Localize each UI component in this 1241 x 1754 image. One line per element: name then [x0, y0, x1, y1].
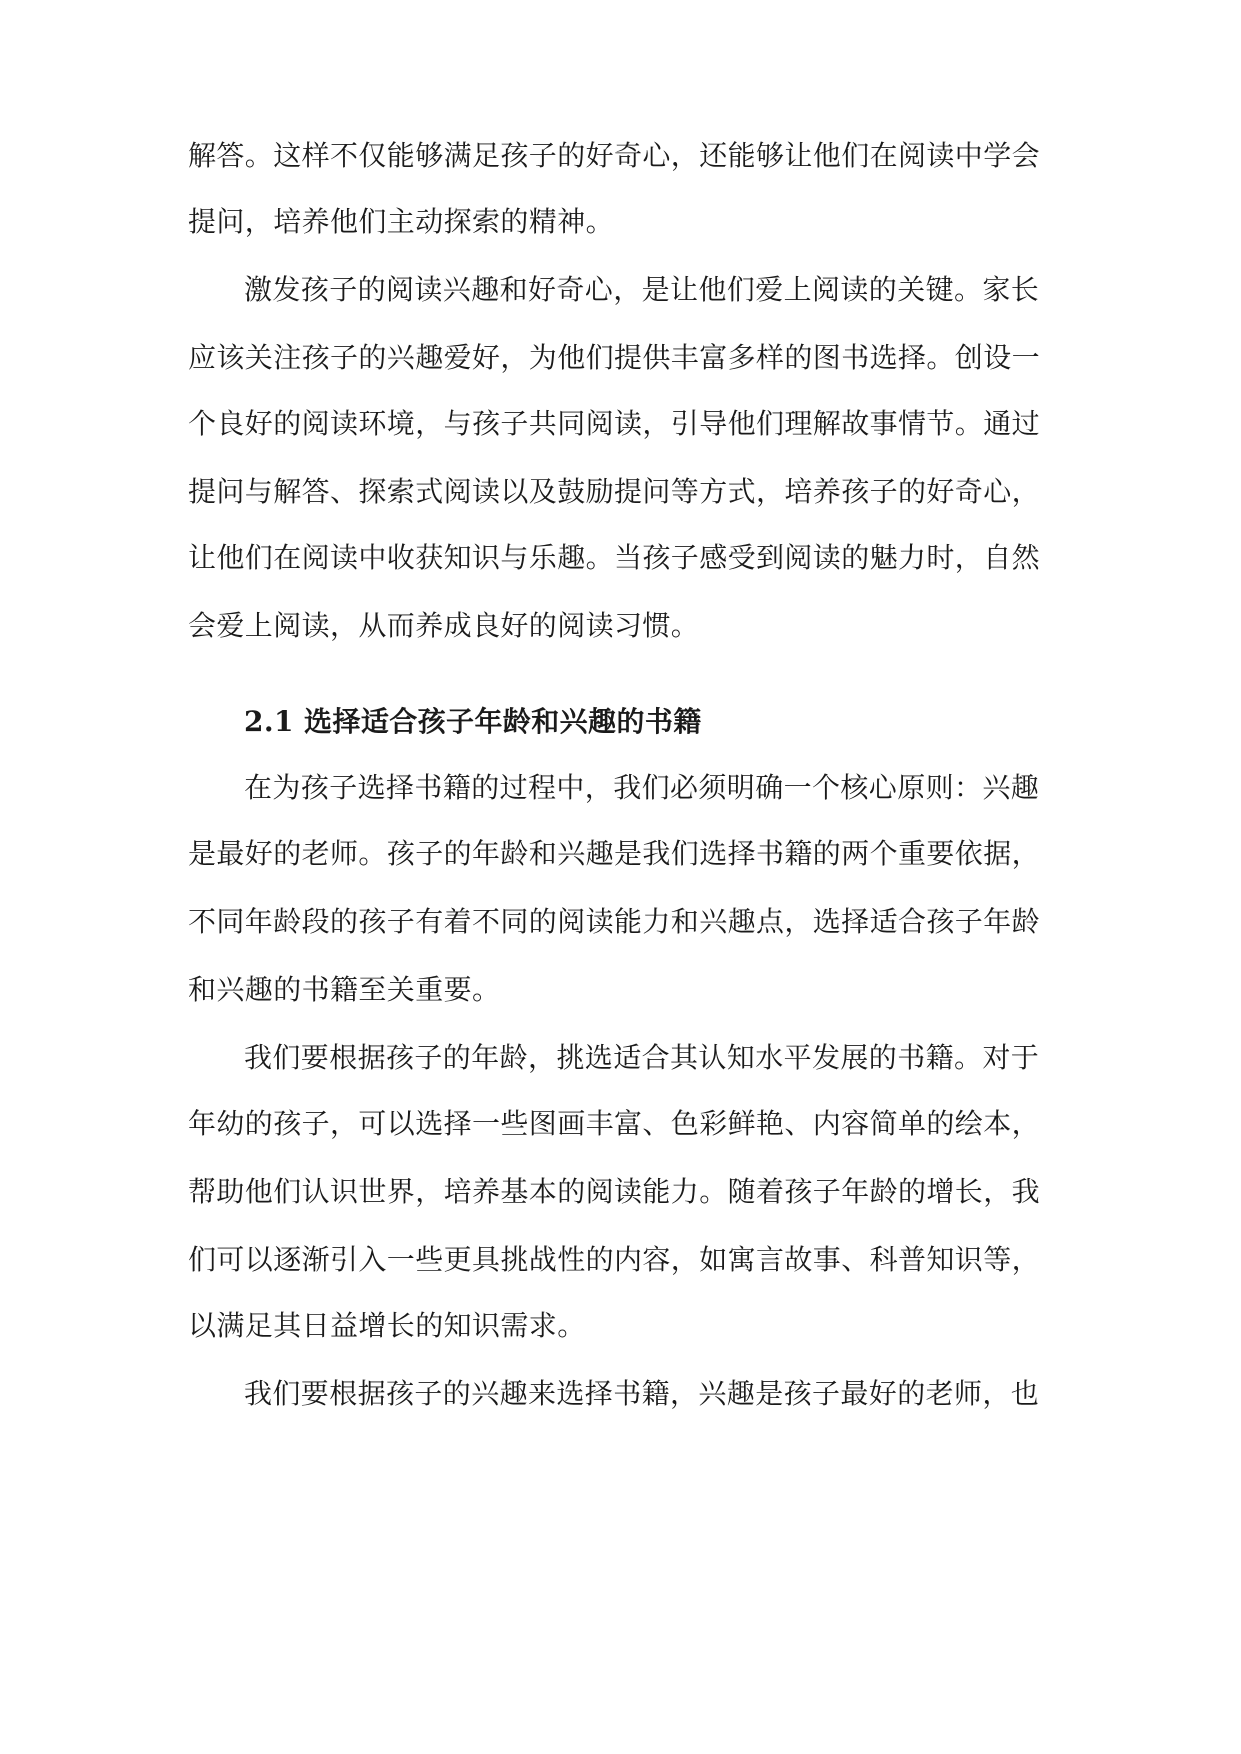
paragraph-line: 帮助他们认识世界，培养基本的阅读能力。随着孩子年龄的增长，我: [188, 1175, 1041, 1208]
paragraph-line: 是最好的老师。孩子的年龄和兴趣是我们选择书籍的两个重要依据，: [188, 837, 1041, 870]
paragraph-line: 解答。这样不仅能够满足孩子的好奇心，还能够让他们在阅读中学会: [188, 139, 1041, 172]
paragraph-line: 让他们在阅读中收获知识与乐趣。当孩子感受到阅读的魅力时，自然: [188, 541, 1041, 574]
paragraph-line: 不同年龄段的孩子有着不同的阅读能力和兴趣点，选择适合孩子年龄: [188, 905, 1041, 938]
paragraph-line: 年幼的孩子，可以选择一些图画丰富、色彩鲜艳、内容简单的绘本，: [188, 1107, 1041, 1140]
paragraph-line: 提问与解答、探索式阅读以及鼓励提问等方式，培养孩子的好奇心，: [188, 475, 1041, 508]
paragraph-line: 激发孩子的阅读兴趣和好奇心，是让他们爱上阅读的关键。家长: [244, 273, 1040, 306]
paragraph-line: 会爱上阅读，从而养成良好的阅读习惯。: [188, 609, 700, 642]
paragraph-line: 提问，培养他们主动探索的精神。: [188, 205, 615, 238]
section-heading: 2.1 选择适合孩子年龄和兴趣的书籍: [244, 705, 702, 738]
paragraph-line: 我们要根据孩子的年龄，挑选适合其认知水平发展的书籍。对于: [244, 1041, 1040, 1074]
paragraph-line: 我们要根据孩子的兴趣来选择书籍，兴趣是孩子最好的老师，也: [244, 1377, 1040, 1410]
paragraph-line: 们可以逐渐引入一些更具挑战性的内容，如寓言故事、科普知识等，: [188, 1243, 1041, 1276]
paragraph-line: 应该关注孩子的兴趣爱好，为他们提供丰富多样的图书选择。创设一: [188, 341, 1041, 374]
paragraph-line: 在为孩子选择书籍的过程中，我们必须明确一个核心原则：兴趣: [244, 771, 1040, 804]
paragraph-line: 以满足其日益增长的知识需求。: [188, 1309, 586, 1342]
paragraph-line: 个良好的阅读环境，与孩子共同阅读，引导他们理解故事情节。通过: [188, 407, 1041, 440]
paragraph-line: 和兴趣的书籍至关重要。: [188, 973, 501, 1006]
